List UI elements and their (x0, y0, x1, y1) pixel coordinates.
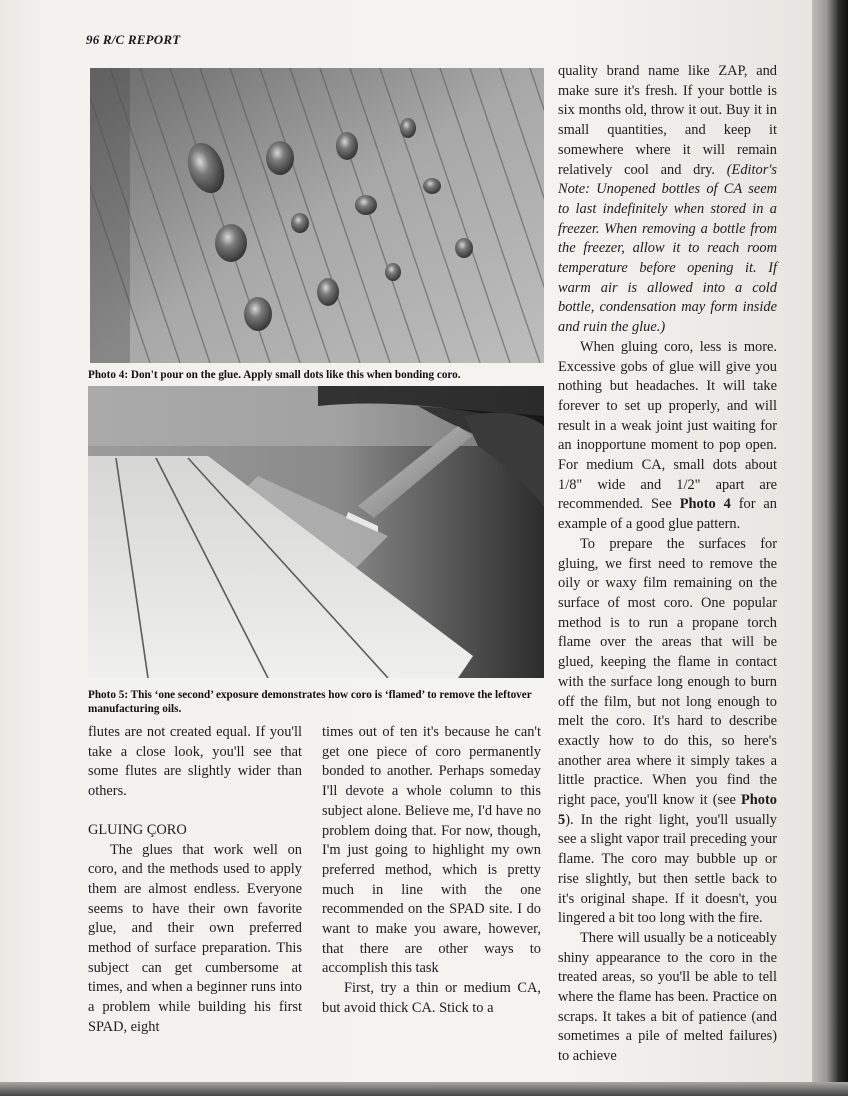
photo-4-reference: Photo 4 (679, 496, 731, 513)
photo-4-image (90, 68, 544, 363)
col1-paragraph-2: The glues that work well on coro, and the methods used to apply them are almost endless. Everyone seems to have their own favorite glue, and their own preferred method of surface preparation. This subject can get cumbersome at times, and when a beginner runs into a problem while building his first SPAD, eight (88, 841, 302, 1035)
page-gutter-shadow (812, 0, 848, 1096)
editors-note: (Editor's Note: Unopened bottles of CA seem to last indefinitely when stored in a freezer. When removing a bottle from the freezer, allow it to reach room temperature before opening it. If warm air is allowed into a cold bottle, condensation may form inside and ruin the glue.) (558, 161, 777, 336)
photo-4-glue-dots (90, 68, 544, 363)
col3-paragraph-3 (558, 535, 777, 929)
section-heading-gluing-coro: GLUING ÇORO (88, 821, 187, 838)
photo-5-reference: Photo 5 (558, 792, 777, 828)
col3-paragraph-3-text: To prepare the surfaces for gluing, we first need to remove the oily or waxy film remaining on the surface of most coro. One popular method is to run a propane torch flame over the areas that will be glued, keeping the flame in contact with the surface long enough to burn off the film, but not long enough to melt the coro. It's hard to describe exactly how to do this, so here's another area where it simply takes a little practice. When you find the right pace, you'll know it (see (558, 535, 777, 809)
col2-paragraph-2: First, try a thin or medium CA, but avoid thick CA. Stick to a (322, 980, 541, 1016)
photo-5-flaming-coro (88, 386, 544, 678)
photo-5-image (88, 386, 544, 678)
col3-paragraph-4: There will usually be a noticeably shiny appearance to the coro in the treated areas, so you'll be able to tell where the flame has been. Practice on scraps. It takes a bit of patience (and sometimes a pile of melted failures) to achieve (558, 929, 777, 1065)
col2-paragraph-1: times out of ten it's because he can't get one piece of coro permanently bonded to another. Perhaps someday I'll devote a whole column to this subject alone. Believe me, I'd have no problem doing that. For now, though, I'm just going to highlight my own preferred method, which is pretty much in line with the one recommended on the SPAD site. I do want to make you aware, however, that there are other ways to accomplish this task (322, 724, 541, 977)
col3-paragraph-1-text: quality brand name like ZAP, and make sure it's fresh. If your bottle is six months old, throw it out. Buy it in small quantities, and keep it somewhere where it will remain relatively cool and dry. (558, 63, 777, 178)
col3-paragraph-2-end: for an example of a good glue pattern. (558, 496, 778, 533)
photo-4-caption: Photo 4: Don't pour on the glue. Apply small dots like this when bonding coro. (88, 369, 461, 381)
photo-5-caption: Photo 5: This ‘one second’ exposure demonstrates how coro is ‘flamed’ to remove the leftover manufacturing oils. (88, 689, 532, 715)
column-3 (558, 62, 777, 1067)
col3-paragraph-1 (558, 62, 777, 338)
running-head: 96 R/C REPORT (86, 32, 181, 47)
column-1 (88, 723, 302, 1038)
col3-paragraph-3-end: ). In the right light, you'll usually see a slight vapor trail preceding your flame. The coro may bubble up or rise slightly, but then settle back to it's original shape. If it doesn't, you lingered a bit too long with the fire. (558, 811, 777, 927)
page-bottom-edge (0, 1082, 848, 1096)
col1-paragraph-1: flutes are not created equal. If you'll take a close look, you'll see that some flutes are slightly wider than others. (88, 724, 302, 800)
col3-paragraph-2 (558, 338, 777, 535)
column-2 (322, 723, 541, 1019)
col3-paragraph-2-text: When gluing coro, less is more. Excessive gobs of glue will give you nothing but headaches. It will take forever to set up properly, and will result in a weak joint just waiting for an inopportune moment to pop open. For medium CA, small dots about 1/8" wide and 1/2" apart are recommended. See (558, 338, 777, 513)
